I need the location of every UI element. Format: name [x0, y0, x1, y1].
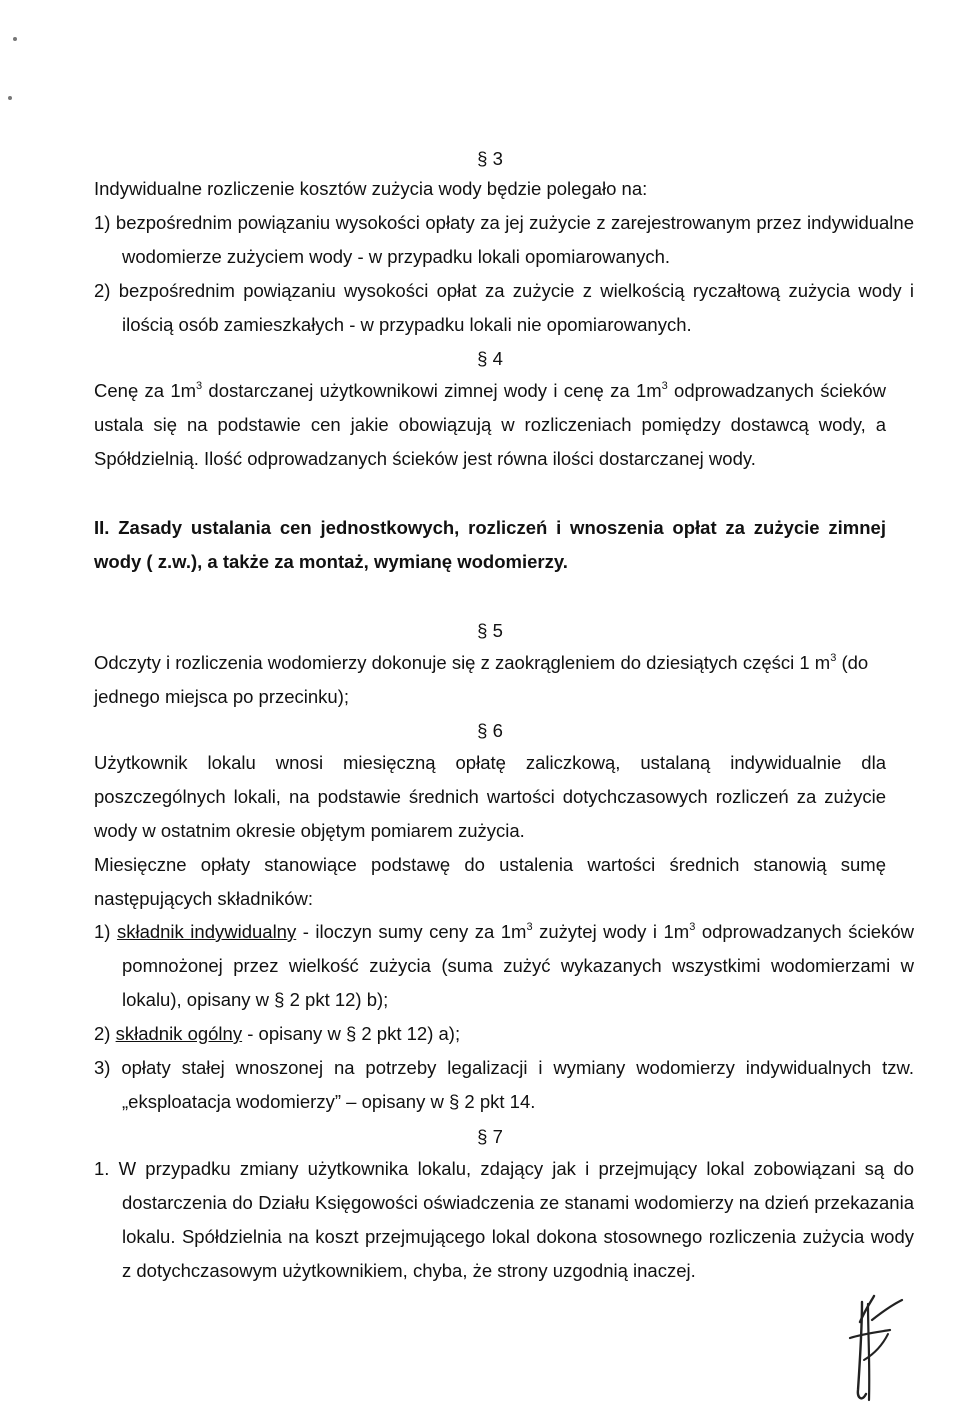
- scan-speck: [13, 37, 17, 41]
- section-6-item-1: 1) składnik indywidualny - iloczyn sumy ceny za $1m^3$ zużytej wody i $1m^3$ odprowadzanych ścieków pomnożonej przez wielkość zużycia (suma zużyć wykazanych wszystkimi wodomierzami w lokalu), opisany w § 2 pkt 12) b);: [94, 921, 914, 1010]
- section-5-paragraph: Odczyty i rozliczenia wodomierzy dokonuje się z zaokrągleniem do dziesiątych części 1 $m^3$ (do jednego miejsca po przecinku);: [94, 652, 869, 707]
- chapter-2-heading: II. Zasady ustalania cen jednostkowych, rozliczeń i wnoszenia opłat za zużycie zimnej wody ( z.w.), a także za montaż, wymianę wodomierzy.: [94, 517, 886, 572]
- section-6-item-3: 3) opłaty stałej wnoszonej na potrzeby legalizacji i wymiany wodomierzy indywidualnych tzw. „eksploatacja wodomierzy” – opisany w § 2 pkt 14.: [94, 1057, 914, 1112]
- section-5-heading: § 5: [477, 620, 503, 641]
- section-6-paragraph-1: Użytkownik lokalu wnosi miesięczną opłatę zaliczkową, ustalaną indywidualnie dla poszczególnych lokali, na podstawie średnich wartości dotychczasowych rozliczeń za zużycie wody w ostatnim okresie objętym pomiarem zużycia.: [94, 752, 886, 841]
- section-6-heading: § 6: [477, 720, 503, 741]
- section-7-item-1: 1. W przypadku zmiany użytkownika lokalu, zdający jak i przejmujący lokal zobowiązani są do dostarczenia do Działu Księgowości oświadczenia ze stanami wodomierzy na dzień przekazania lokalu. Spółdzielnia na koszt przejmującego lokal dokona stosownego rozliczenia zużycia wody z dotychczasowym użytkownikiem, chyba, że strony uzgodnią inaczej.: [94, 1158, 914, 1281]
- section-6-item-2: 2) składnik ogólny - opisany w § 2 pkt 12) a);: [94, 1023, 461, 1044]
- section-4-paragraph: Cenę za $1m^3$ dostarczanej użytkownikowi zimnej wody i cenę za $1m^3$ odprowadzanych ścieków ustala się na podstawie cen jakie obowiązują w rozliczeniach pomiędzy dostawcą wody, a Spółdzielnią. Ilość odprowadzanych ścieków jest równa ilości dostarczanej wody.: [94, 380, 886, 469]
- handwritten-signature: [838, 1290, 908, 1408]
- scan-speck: [8, 96, 12, 100]
- section-3-item-1: 1) bezpośrednim powiązaniu wysokości opłaty za jej zużycie z zarejestrowanym przez indywidualne wodomierze zużyciem wody - w przypadku lokali opomiarowanych.: [94, 212, 914, 267]
- section-7-heading: § 7: [477, 1126, 503, 1147]
- section-3-heading: § 3: [477, 148, 503, 169]
- section-4-heading: § 4: [477, 348, 503, 369]
- section-3-item-2: 2) bezpośrednim powiązaniu wysokości opłat za zużycie z wielkością ryczałtową zużycia wody i ilością osób zamieszkałych - w przypadku lokali nie opomiarowanych.: [94, 280, 914, 335]
- section-6-paragraph-2: Miesięczne opłaty stanowiące podstawę do ustalenia wartości średnich stanowią sumę następujących składników:: [94, 854, 886, 909]
- section-3-intro: Indywidualne rozliczenie kosztów zużycia wody będzie polegało na:: [94, 178, 648, 199]
